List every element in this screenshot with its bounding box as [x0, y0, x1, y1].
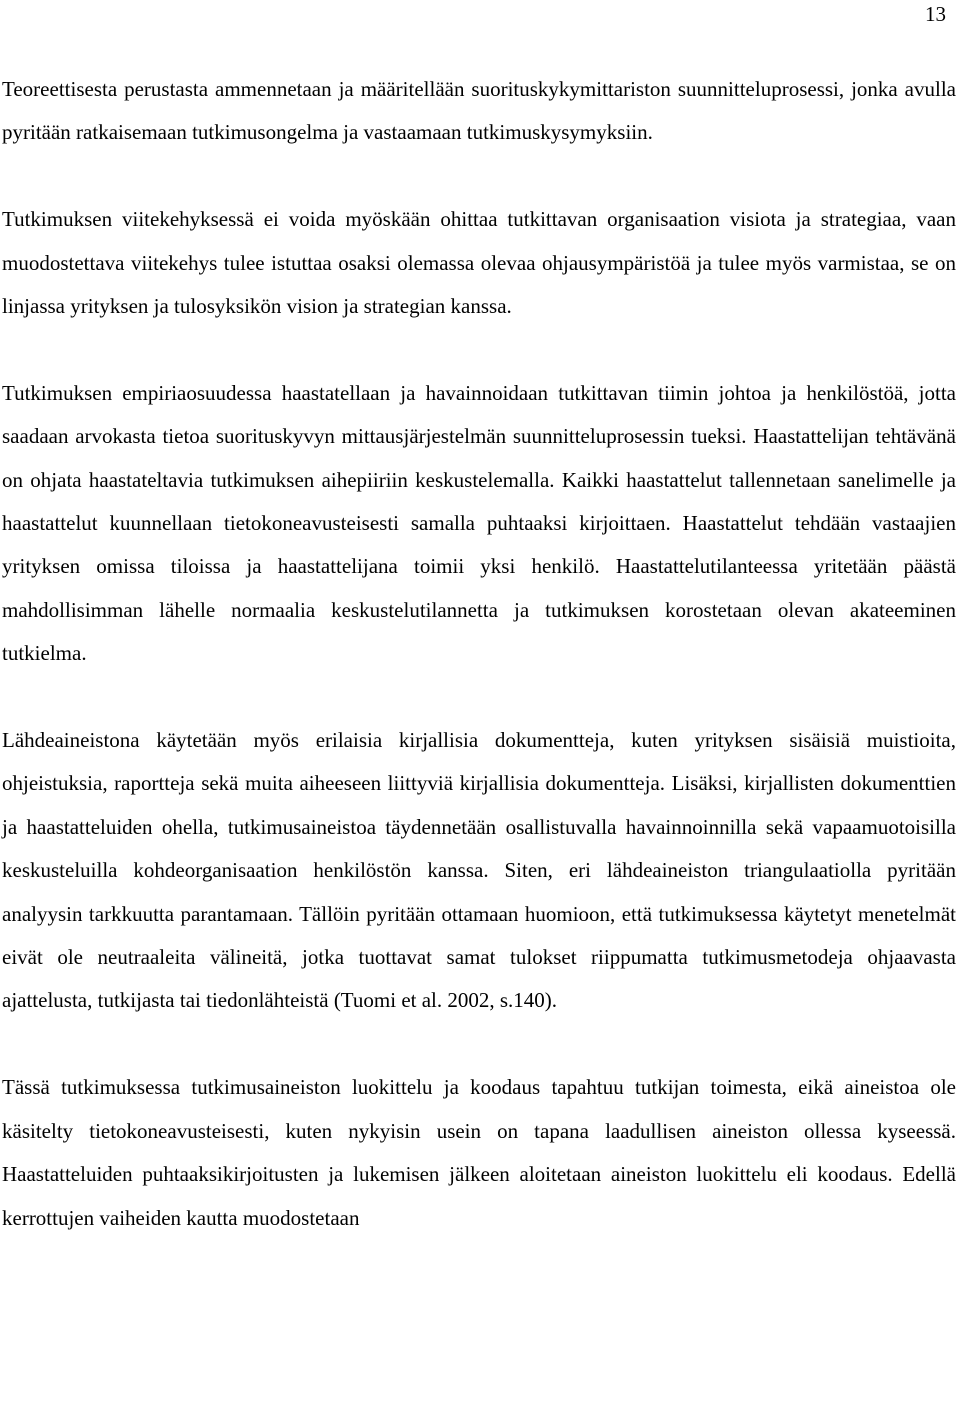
- page-number: 13: [925, 2, 946, 26]
- body-text: [2, 68, 956, 1240]
- paragraph-5: Tässä tutkimuksessa tutkimusaineiston luokittelu ja koodaus tapahtuu tutkijan toimesta, eikä aineistoa ole käsitelty tietokoneavusteisesti, kuten nykyisin usein on tapana laadullisen aineiston ollessa kyseessä. Haastatteluiden puhtaaksikirjoitusten ja lukemisen jälkeen aloitetaan aineiston luokittelu eli koodaus. Edellä kerrottujen vaiheiden kautta muodostetaan: [2, 1075, 956, 1230]
- paragraph-4: Lähdeaineistona käytetään myös erilaisia kirjallisia dokumentteja, kuten yrityksen sisäisiä muistioita, ohjeistuksia, raportteja sekä muita aiheeseen liittyviä kirjallisia dokumentteja. Lisäksi, kirjallisten dokumenttien ja haastatteluiden ohella, tutkimusaineistoa täydennetään osallistuvalla havainnoinnilla sekä vapaamuotoisilla keskusteluilla kohdeorganisaation henkilöstön kanssa. Siten, eri lähdeaineiston triangulaatiolla pyritään analyysin tarkkuutta parantamaan. Tällöin pyritään ottamaan huomioon, että tutkimuksessa käytetyt menetelmät eivät ole neutraaleita välineitä, jotka tuottavat samat tulokset riippumatta tutkimusmetodeja ohjaavasta ajattelusta, tutkijasta tai tiedonlähteistä (Tuomi et al. 2002, s.140).: [2, 728, 956, 1013]
- paragraph-1: Teoreettisesta perustasta ammennetaan ja määritellään suorituskykymittariston suunnitteluprosessi, jonka avulla pyritään ratkaisemaan tutkimusongelma ja vastaamaan tutkimuskysymyksiin.: [2, 77, 956, 145]
- paragraph-2: Tutkimuksen viitekehyksessä ei voida myöskään ohittaa tutkittavan organisaation visiota ja strategiaa, vaan muodostettava viitekehys tulee istuttaa osaksi olemassa olevaa ohjausympäristöä ja tulee myös varmistaa, se on linjassa yrityksen ja tulosyksikön vision ja strategian kanssa.: [2, 207, 956, 319]
- paragraph-3: Tutkimuksen empiriaosuudessa haastatellaan ja havainnoidaan tutkittavan tiimin johtoa ja henkilöstöä, jotta saadaan arvokasta tietoa suorituskyvyn mittausjärjestelmän suunnitteluprosessin tueksi. Haastattelijan tehtävänä on ohjata haastateltavia tutkimuksen aihepiiriin keskustelemalla. Kaikki haastattelut tallennetaan sanelimelle ja haastattelut kuunnellaan tietokoneavusteisesti samalla puhtaaksi kirjoittaen. Haastattelut tehdään vastaajien yrityksen omissa tiloissa ja haastattelijana toimii yksi henkilö. Haastattelutilanteessa yritetään päästä mahdollisimman lähelle normaalia keskustelutilannetta ja tutkimuksen korostetaan olevan akateeminen tutkielma.: [2, 380, 956, 666]
